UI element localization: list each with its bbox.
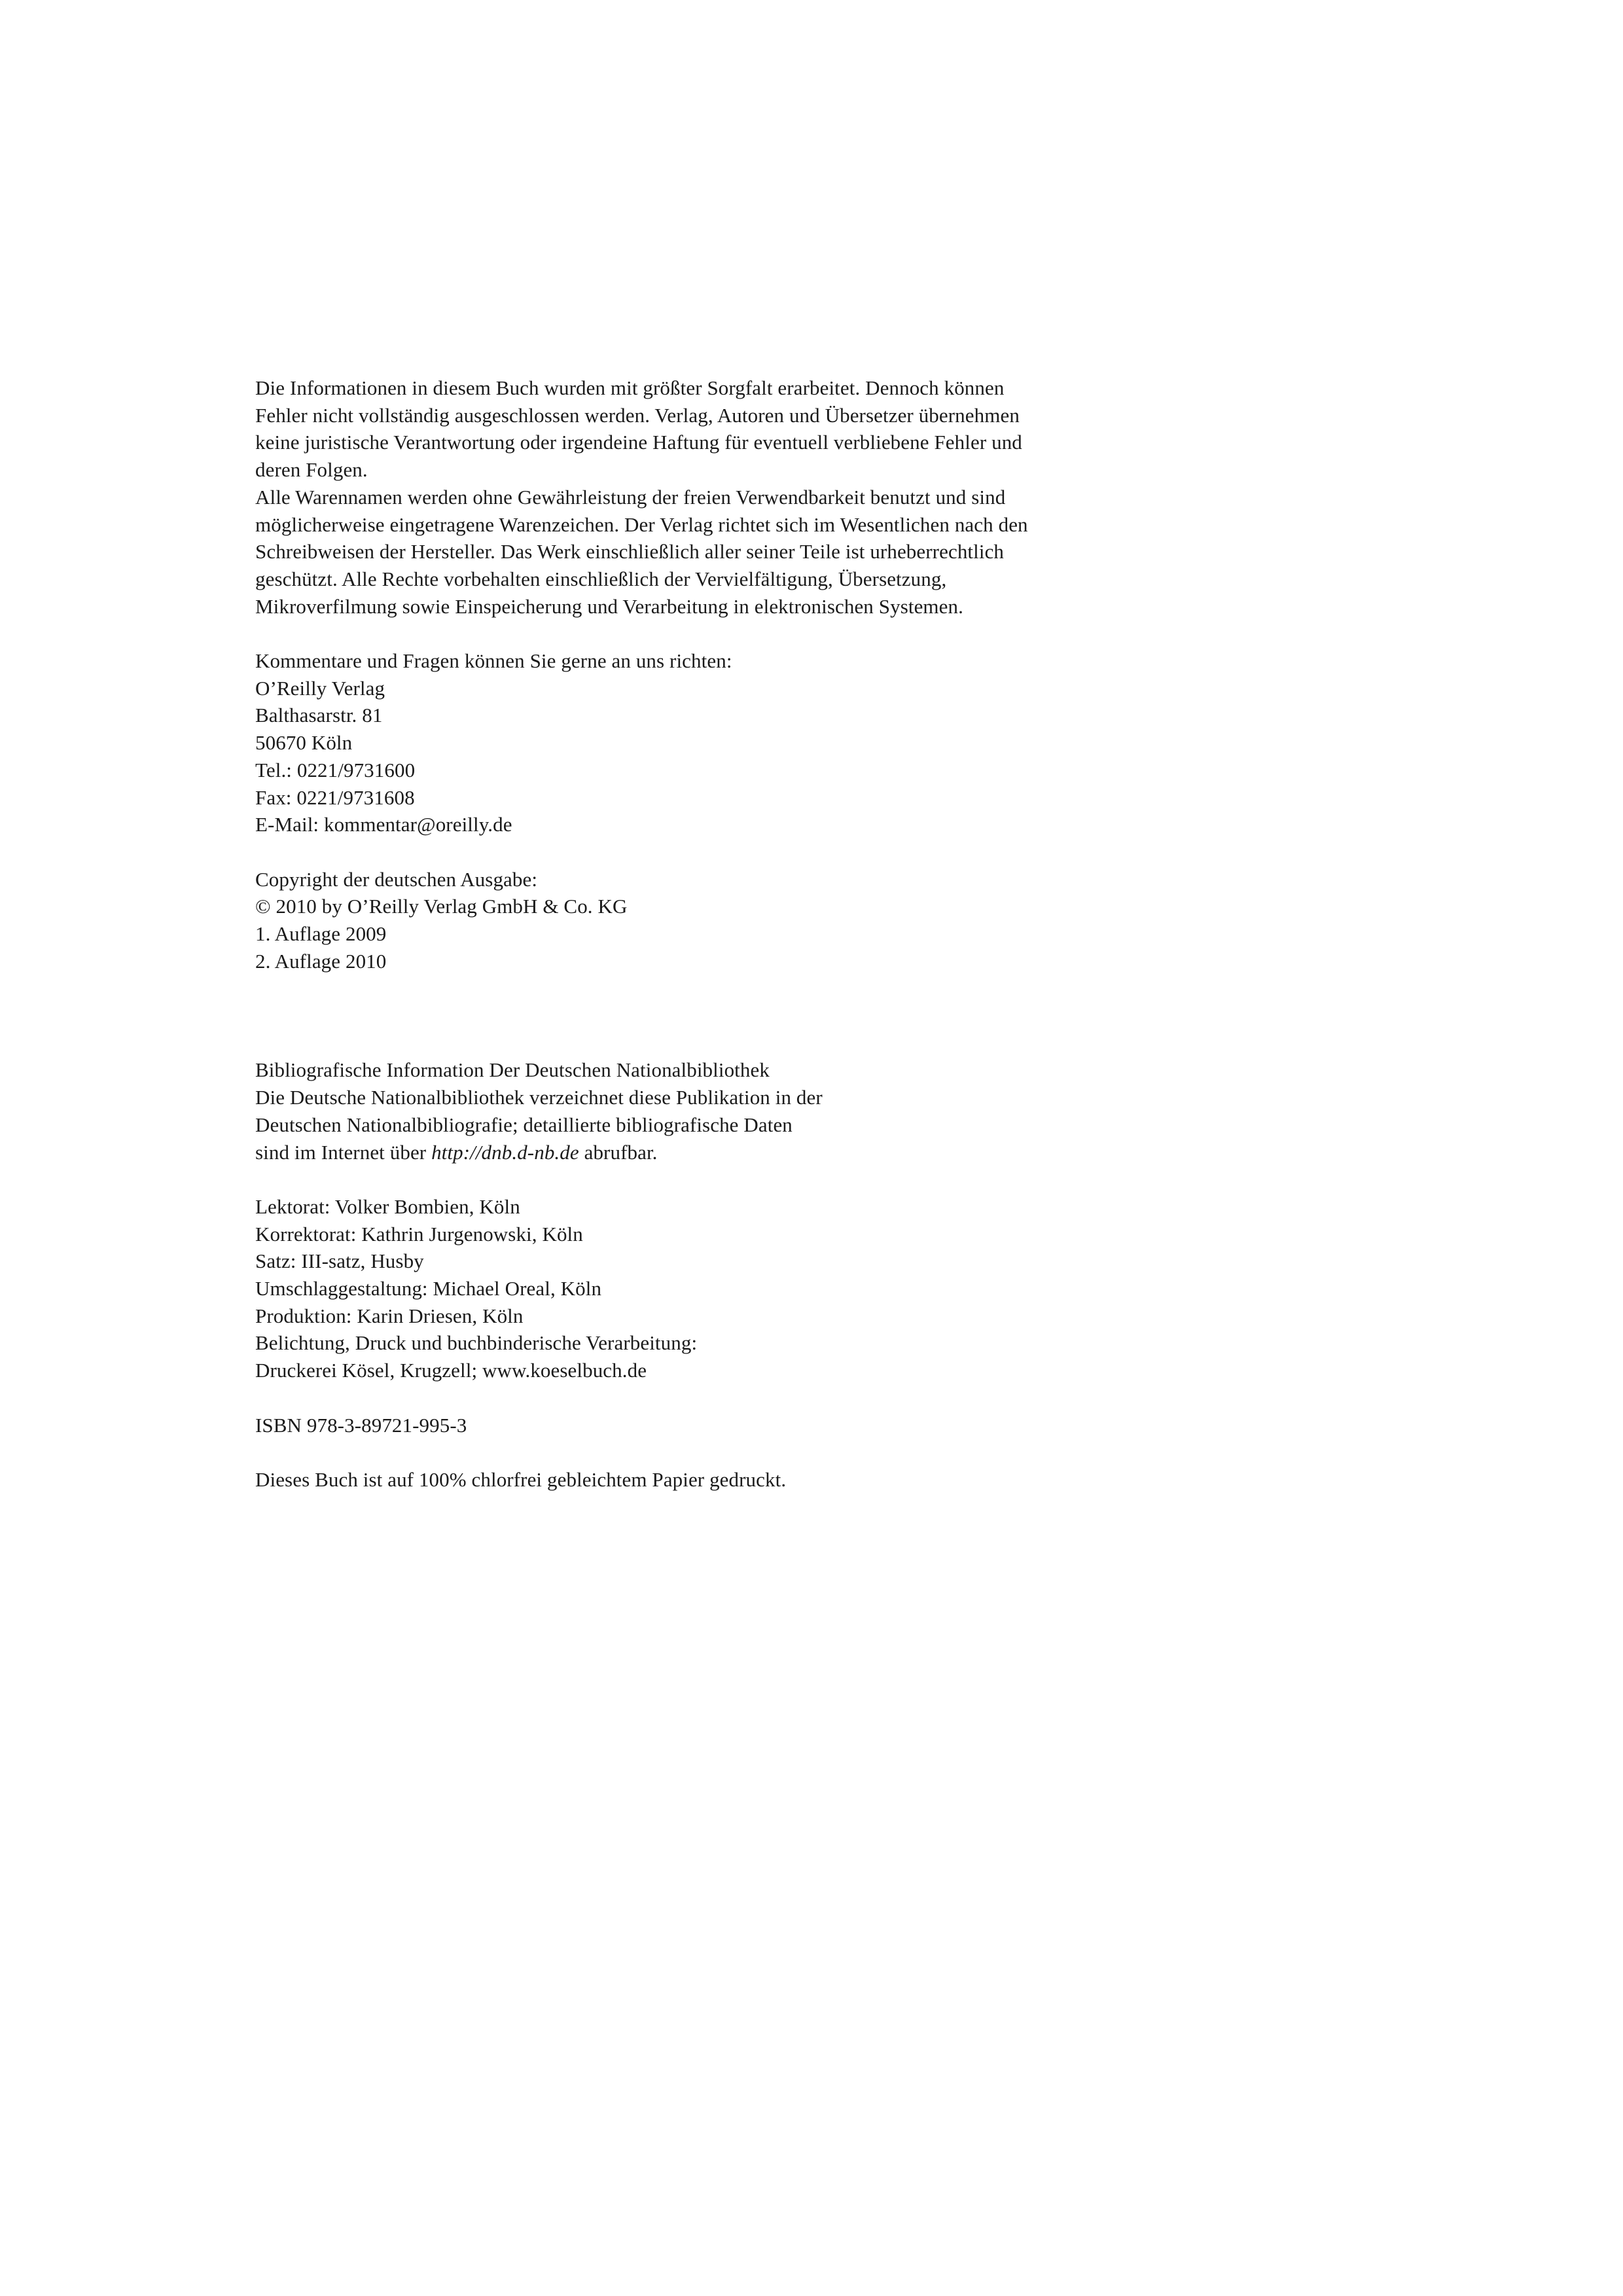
spacer [255,975,1171,1056]
copyright-notice: © 2010 by O’Reilly Verlag GmbH & Co. KG [255,895,628,918]
credit-line: Druckerei Kösel, Krugzell; www.koeselbuch.de [255,1359,647,1382]
credit-line: Umschlaggestaltung: Michael Oreal, Köln [255,1277,602,1300]
contact-fax: Fax: 0221/9731608 [255,785,415,809]
contact-email: E-Mail: kommentar@oreilly.de [255,813,512,836]
bibliographic-line: Deutschen Nationalbibliografie; detaillierte bibliografische Daten [255,1113,793,1136]
disclaimer-line: Die Informationen in diesem Buch wurden mit größter Sorgfalt erarbeitet. Dennoch können [255,376,1005,399]
disclaimer-block [255,374,1171,620]
imprint-content [255,374,1171,1494]
dnb-url-link[interactable]: http://dnb.d-nb.de [431,1140,579,1164]
credit-line: Satz: III-satz, Husby [255,1249,424,1273]
contact-city: 50670 Köln [255,731,353,755]
bibliographic-heading: Bibliografische Information Der Deutschen Nationalbibliothek [255,1058,770,1082]
spacer [255,1439,1171,1466]
bibliographic-url-suffix: abrufbar. [579,1140,658,1164]
bibliographic-line [255,1139,1171,1166]
bibliographic-block [255,1056,1171,1166]
copyright-block [255,866,1171,975]
edition-second: 2. Auflage 2010 [255,949,387,973]
spacer [255,620,1171,647]
copyright-heading: Copyright der deutschen Ausgabe: [255,867,538,891]
credit-line: Lektorat: Volker Bombien, Köln [255,1194,520,1218]
contact-street: Balthasarstr. 81 [255,704,383,727]
bibliographic-url-prefix: sind im Internet über [255,1140,432,1164]
disclaimer-line: deren Folgen. [255,458,368,482]
disclaimer-line: Schreibweisen der Hersteller. Das Werk einschließlich aller seiner Teile ist urheberrechtlich [255,540,1005,564]
isbn: ISBN 978-3-89721-995-3 [255,1413,467,1437]
credit-line: Korrektorat: Kathrin Jurgenowski, Köln [255,1222,583,1246]
disclaimer-line: Fehler nicht vollständig ausgeschlossen werden. Verlag, Autoren und Übersetzer übernehmen [255,403,1020,427]
credit-line: Produktion: Karin Driesen, Köln [255,1304,524,1327]
bibliographic-line: Die Deutsche Nationalbibliothek verzeichnet diese Publikation in der [255,1086,823,1109]
spacer [255,1166,1171,1193]
spacer [255,838,1171,866]
disclaimer-line: möglicherweise eingetragene Warenzeichen. Der Verlag richtet sich im Wesentlichen nach den [255,512,1028,536]
contact-tel: Tel.: 0221/9731600 [255,758,416,781]
spacer [255,1384,1171,1412]
credit-line: Belichtung, Druck und buchbinderische Verarbeitung: [255,1331,698,1355]
contact-intro: Kommentare und Fragen können Sie gerne an uns richten: [255,649,732,673]
contact-publisher: O’Reilly Verlag [255,676,385,700]
disclaimer-line: keine juristische Verantwortung oder irgendeine Haftung für eventuell verbliebene Fehler und [255,431,1022,454]
paper-note: Dieses Buch ist auf 100% chlorfrei gebleichtem Papier gedruckt. [255,1467,787,1491]
edition-first: 1. Auflage 2009 [255,922,387,946]
disclaimer-line: geschützt. Alle Rechte vorbehalten einschließlich der Vervielfältigung, Übersetzung, [255,567,947,590]
credits-block [255,1193,1171,1384]
disclaimer-line: Mikroverfilmung sowie Einspeicherung und Verarbeitung in elektronischen Systemen. [255,594,963,618]
disclaimer-line: Alle Warennamen werden ohne Gewährleistung der freien Verwendbarkeit benutzt und sind [255,485,1006,509]
contact-block [255,647,1171,838]
